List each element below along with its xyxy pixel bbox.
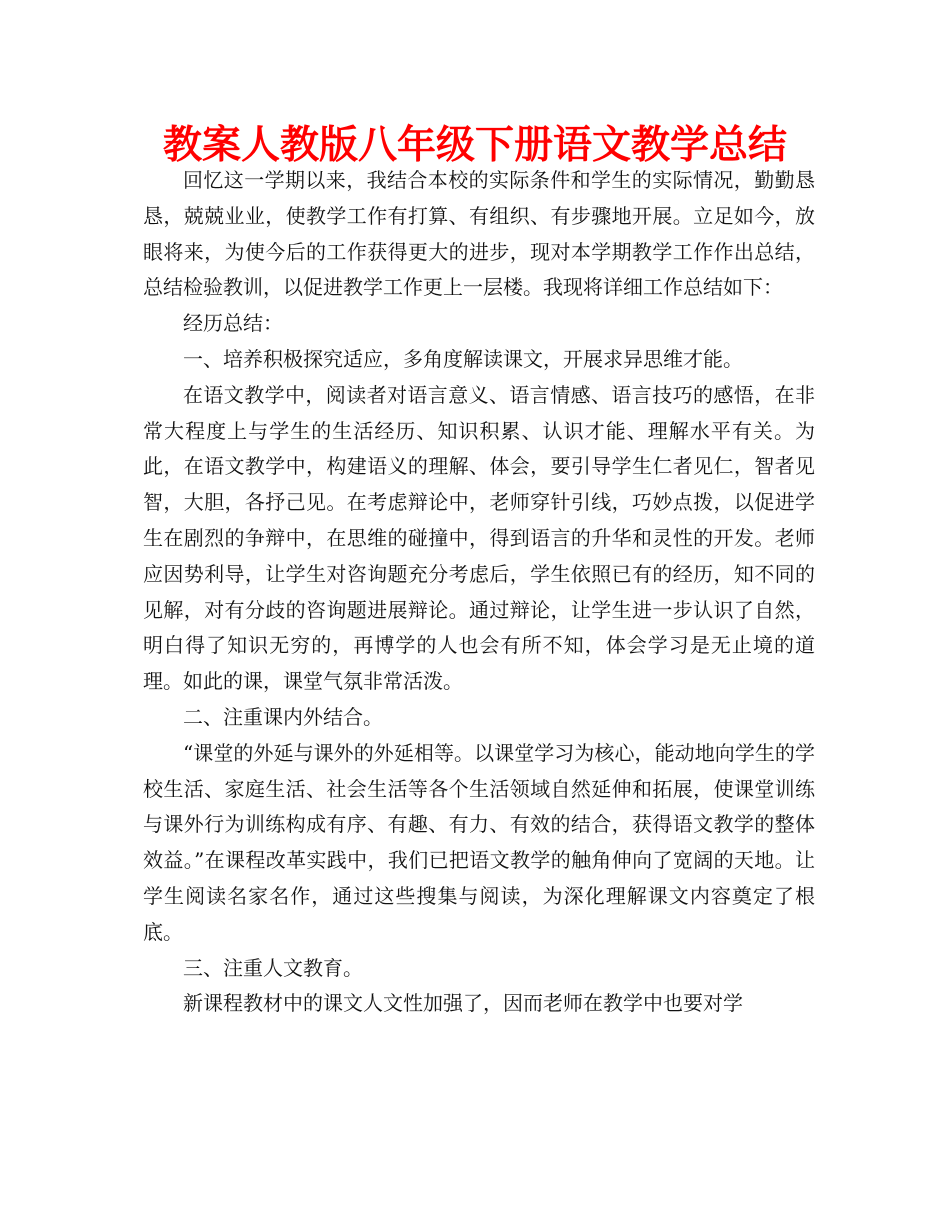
document-body bbox=[143, 163, 815, 1022]
section-heading-3: 三、注重人文教育。 bbox=[183, 955, 363, 980]
paragraph-intro: 回忆这一学期以来，我结合本校的实际条件和学生的实际情况，勤勤恳恳，兢兢业业，使教学工作有打算、有组织、有步骤地开展。立足如今，放眼将来，为使今后的工作获得更大的进步，现对本学期教学工作作出总结，总结检验教训，以促进教学工作更上一层楼。我现将详细工作总结如下： bbox=[143, 168, 815, 300]
document-title: 教案人教版八年级下册语文教学总结 bbox=[162, 123, 787, 168]
paragraph-experience-heading: 经历总结： bbox=[183, 311, 283, 336]
paragraph-section-1: 在语文教学中，阅读者对语言意义、语言情感、语言技巧的感悟，在非常大程度上与学生的生活经历、知识积累、认识才能、理解水平有关。为此，在语文教学中，构建语义的理解、体会，要引导学生仁者见仁，智者见智，大胆，各抒己见。在考虑辩论中，老师穿针引线，巧妙点拨，以促进学生在剧烈的争辩中，在思维的碰撞中，得到语言的升华和灵性的开发。老师应因势利导，让学生对咨询题充分考虑后，学生依照已有的经历，知不同的见解，对有分歧的咨询题进展辩论。通过辩论，让学生进一步认识了自然，明白得了知识无穷的，再博学的人也会有所不知，体会学习是无止境的道理。如此的课，课堂气氛非常活泼。 bbox=[143, 382, 815, 694]
paragraph-section-2: “课堂的外延与课外的外延相等。以课堂学习为核心，能动地向学生的学校生活、家庭生活、社会生活等各个生活领域自然延伸和拓展，使课堂训练与课外行为训练构成有序、有趣、有力、有效的结合，获得语文教学的整体效益。”在课程改革实践中，我们已把语文教学的触角伸向了宽阔的天地。让学生阅读名家名作，通过这些搜集与阅读，为深化理解课文内容奠定了根底。 bbox=[143, 740, 815, 944]
paragraph-section-3: 新课程教材中的课文人文性加强了，因而老师在教学中也要对学 bbox=[183, 991, 743, 1016]
section-heading-1: 一、培养积极探究适应，多角度解读课文，开展求异思维才能。 bbox=[183, 346, 743, 371]
section-heading-2: 二、注重课内外结合。 bbox=[183, 704, 383, 729]
